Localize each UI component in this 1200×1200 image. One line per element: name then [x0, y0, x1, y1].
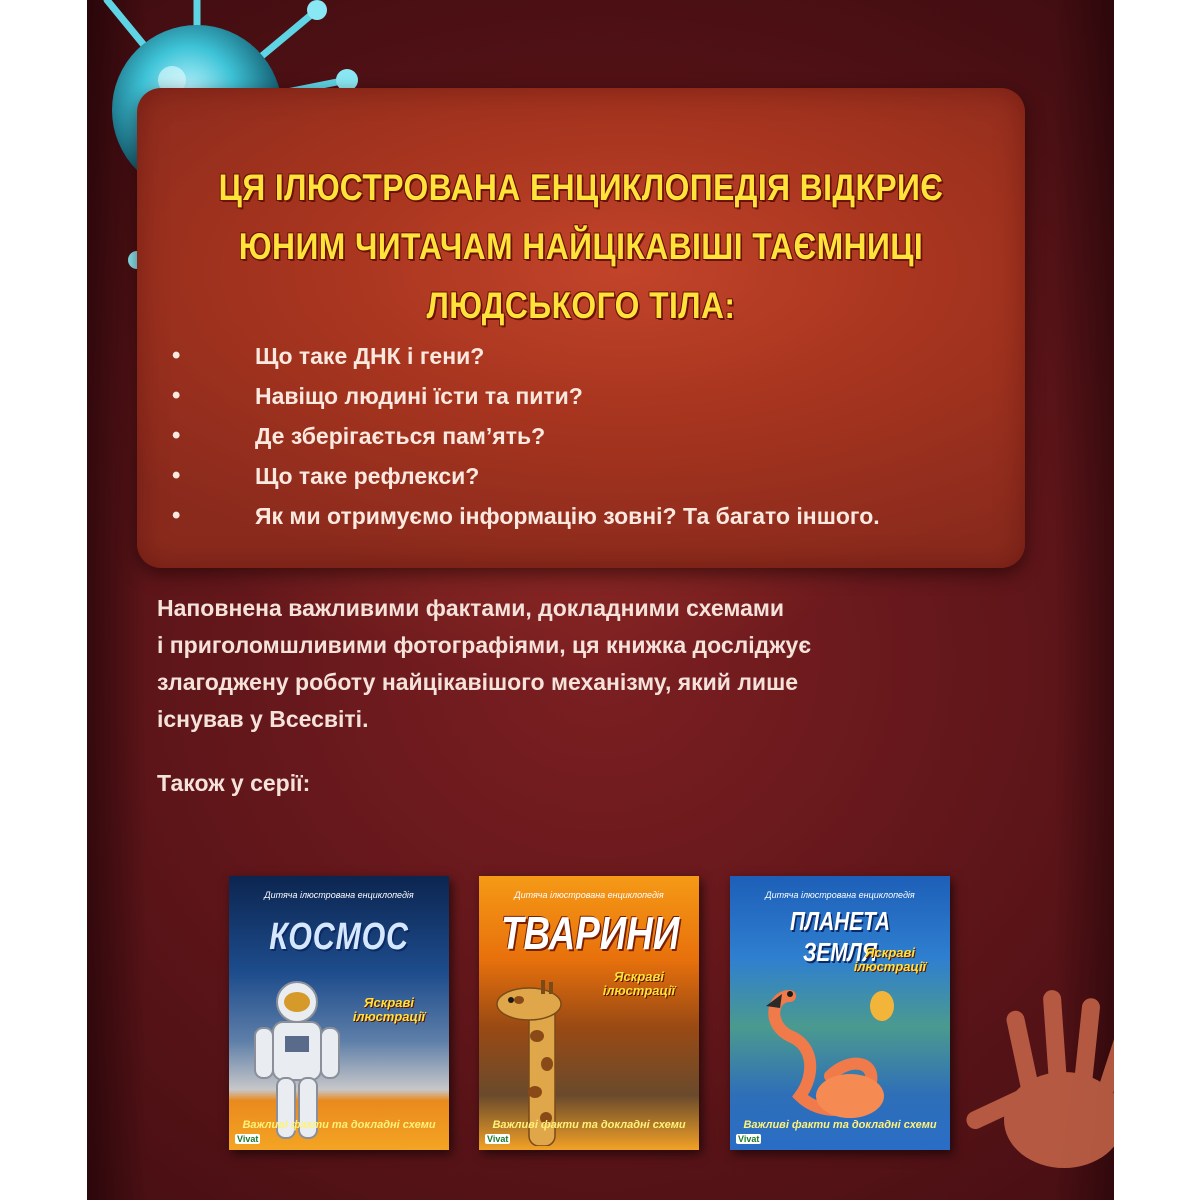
- list-item: [167, 416, 880, 456]
- headline: [199, 158, 963, 335]
- book-series-label: Дитяча ілюстрована енциклопедія: [765, 890, 915, 900]
- headline-line: ЛЮДСЬКОГО ТІЛА:: [426, 285, 736, 326]
- description-paragraph: [157, 590, 997, 738]
- question-text: Що таке рефлекси?: [255, 463, 480, 489]
- book-subtitle: Яскраві ілюстрації: [602, 969, 676, 998]
- book-cover-space: [229, 876, 449, 1150]
- bullet-icon: •: [172, 502, 181, 529]
- book-cover-animals: [479, 876, 699, 1150]
- bullet-icon: •: [172, 342, 181, 369]
- publisher-logo: Vivat: [738, 1134, 760, 1144]
- book-title: ПЛАНЕТА ЗЕМЛЯ: [789, 906, 891, 967]
- publisher-logo: Vivat: [237, 1134, 259, 1144]
- headline-line: ЮНИМ ЧИТАЧАМ НАЙЦІКАВІШІ ТАЄМНИЦІ: [238, 226, 924, 267]
- description-line: існував у Всесвіті.: [157, 706, 369, 732]
- book-title: ТВАРИНИ: [501, 907, 680, 959]
- book-cover-planet-earth: [730, 876, 950, 1150]
- series-label: Також у серії:: [157, 770, 311, 796]
- questions-list: [167, 336, 880, 536]
- headline-line: ЦЯ ІЛЮСТРОВАНА ЕНЦИКЛОПЕДІЯ ВІДКРИЄ: [218, 167, 944, 208]
- book-facts: Важливі факти та докладні схеми: [242, 1119, 436, 1131]
- book-facts: Важливі факти та докладні схеми: [743, 1119, 937, 1131]
- book-series-label: Дитяча ілюстрована енциклопедія: [514, 890, 664, 900]
- bullet-icon: •: [172, 462, 181, 489]
- list-item: [167, 336, 880, 376]
- question-text: Навіщо людині їсти та пити?: [255, 383, 583, 409]
- publisher-logo: Vivat: [487, 1134, 509, 1144]
- question-text: Де зберігається пам’ять?: [255, 423, 546, 449]
- question-text: Що таке ДНК і гени?: [255, 343, 485, 369]
- book-subtitle: Яскраві ілюстрації: [853, 945, 927, 974]
- list-item: [167, 456, 880, 496]
- list-item: [167, 376, 880, 416]
- book-subtitle: Яскраві ілюстрації: [352, 995, 426, 1024]
- list-item: [167, 496, 880, 536]
- bullet-icon: •: [172, 382, 181, 409]
- book-back-cover: [87, 0, 1114, 1200]
- description-line: і приголомшливими фотографіями, ця книжка досліджує: [157, 632, 812, 658]
- bullet-icon: •: [172, 422, 181, 449]
- handprint-icon: [954, 980, 1114, 1180]
- question-text: Як ми отримуємо інформацію зовні? Та багато іншого.: [255, 503, 880, 529]
- description-line: Наповнена важливими фактами, докладними схемами: [157, 595, 785, 621]
- book-series-label: Дитяча ілюстрована енциклопедія: [264, 890, 414, 900]
- description-line: злагоджену роботу найцікавішого механізму, який лише: [157, 669, 799, 695]
- book-facts: Важливі факти та докладні схеми: [492, 1119, 686, 1131]
- highlight-panel: [137, 88, 1025, 568]
- book-title: КОСМОС: [269, 916, 409, 958]
